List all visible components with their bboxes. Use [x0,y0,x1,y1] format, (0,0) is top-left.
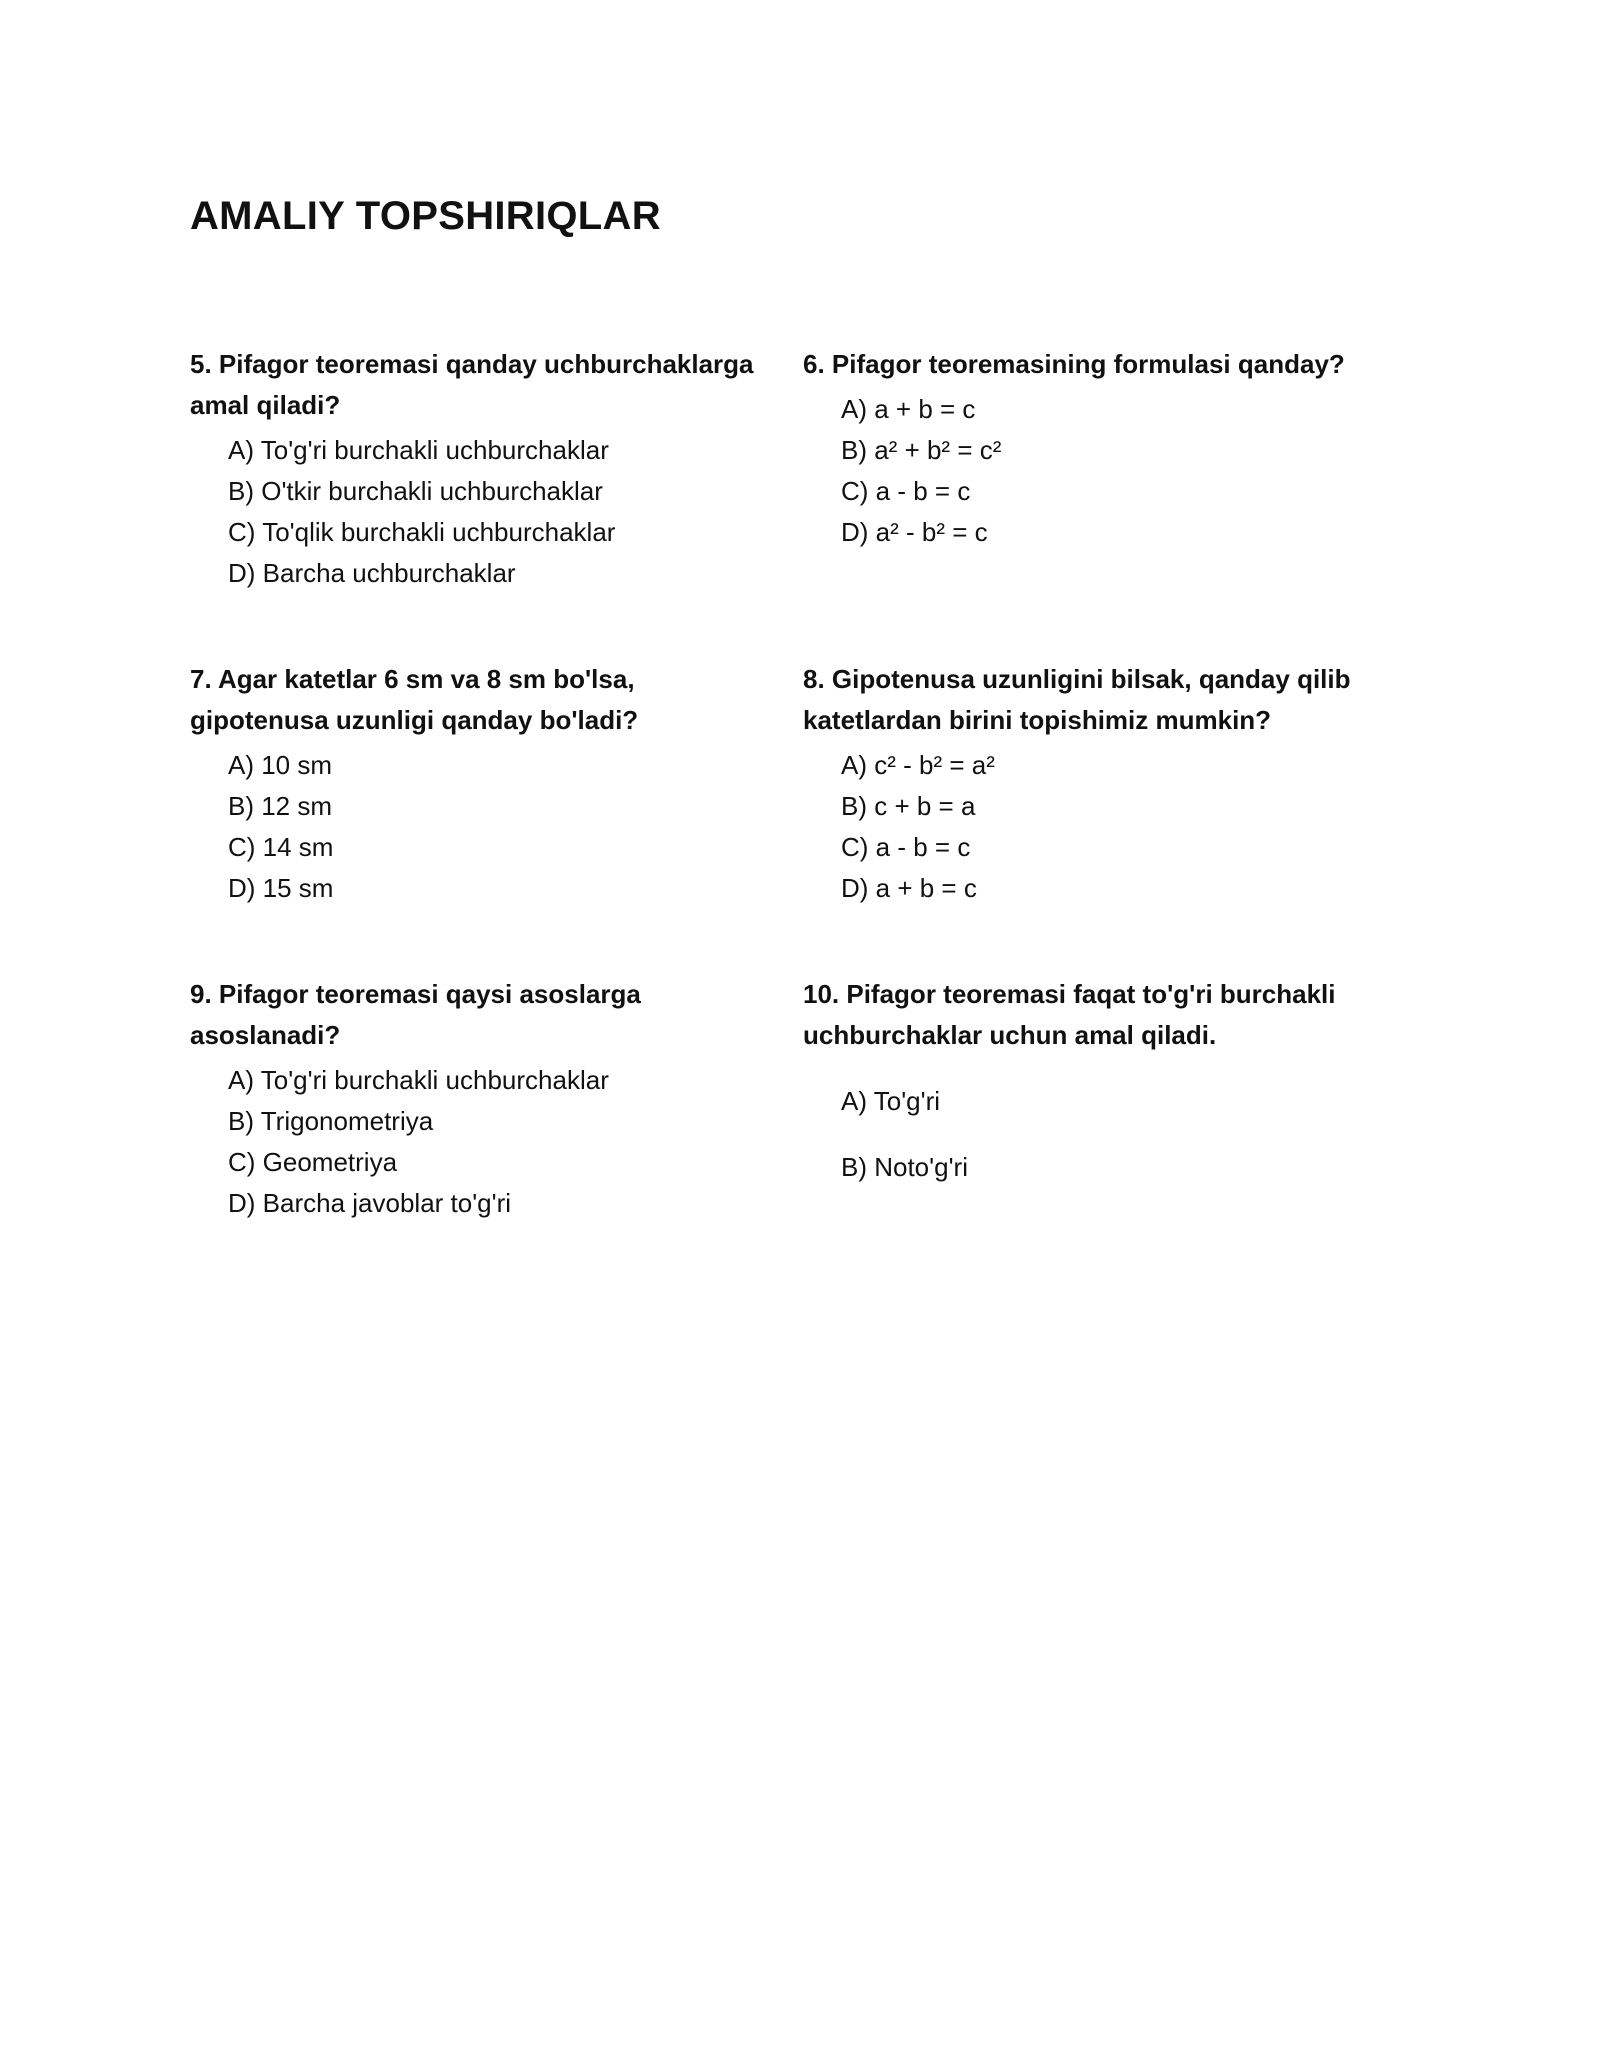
question-6-option-c[interactable]: C) a - b = c [841,476,971,506]
question-5-option-b[interactable]: B) O'tkir burchakli uchburchaklar [228,476,603,506]
question-9-option-d[interactable]: D) Barcha javoblar to'g'ri [228,1188,512,1218]
question-5-option-a[interactable]: A) To'g'ri burchakli uchburchaklar [228,435,609,465]
question-8-option-c[interactable]: C) a - b = c [841,832,971,862]
question-7-option-a[interactable]: A) 10 sm [228,750,333,780]
question-8-option-a[interactable]: A) c² - b² = a² [841,750,995,780]
question-8-option-b[interactable]: B) c + b = a [841,791,976,821]
question-5-option-c[interactable]: C) To'qlik burchakli uchburchaklar [228,517,616,547]
question-7-option-b[interactable]: B) 12 sm [228,791,333,821]
question-8-text: 8. Gipotenusa uzunligini bilsak, qanday qilib katetlardan birini topishimiz mumkin? [803,664,1351,735]
question-10 [803,974,1393,1200]
question-10-option-b[interactable]: B) Noto'g'ri [841,1152,968,1182]
question-5-options [228,430,780,594]
question-6-text: 6. Pifagor teoremasining formulasi qanday? [803,349,1345,379]
question-6-options [841,389,1393,553]
question-8-option-d[interactable]: D) a + b = c [841,873,977,903]
question-9 [190,974,790,1224]
question-8 [803,659,1393,909]
question-5-option-d[interactable]: D) Barcha uchburchaklar [228,558,516,588]
question-7-option-d[interactable]: D) 15 sm [228,873,334,903]
question-10-options [841,1068,1393,1200]
question-7-option-c[interactable]: C) 14 sm [228,832,334,862]
question-10-option-a[interactable]: A) To'g'ri [841,1086,941,1116]
question-7-options [228,745,780,909]
page-title: AMALIY TOPSHIRIQLAR [190,194,661,238]
question-9-text: 9. Pifagor teoremasi qaysi asoslarga asoslanadi? [190,979,641,1050]
question-8-options [841,745,1393,909]
question-7 [190,659,780,909]
question-9-option-b[interactable]: B) Trigonometriya [228,1106,434,1136]
question-9-option-a[interactable]: A) To'g'ri burchakli uchburchaklar [228,1065,609,1095]
question-6-option-d[interactable]: D) a² - b² = c [841,517,988,547]
question-5 [190,344,780,594]
question-6-option-a[interactable]: A) a + b = c [841,394,976,424]
question-7-text: 7. Agar katetlar 6 sm va 8 sm bo'lsa, gipotenusa uzunligi qanday bo'ladi? [190,664,639,735]
question-10-text: 10. Pifagor teoremasi faqat to'g'ri burchakli uchburchaklar uchun amal qiladi. [803,979,1336,1050]
question-5-text: 5. Pifagor teoremasi qanday uchburchaklarga amal qiladi? [190,349,754,420]
question-6-option-b[interactable]: B) a² + b² = c² [841,435,1002,465]
question-9-options [228,1060,790,1224]
question-9-option-c[interactable]: C) Geometriya [228,1147,398,1177]
question-6 [803,344,1393,553]
